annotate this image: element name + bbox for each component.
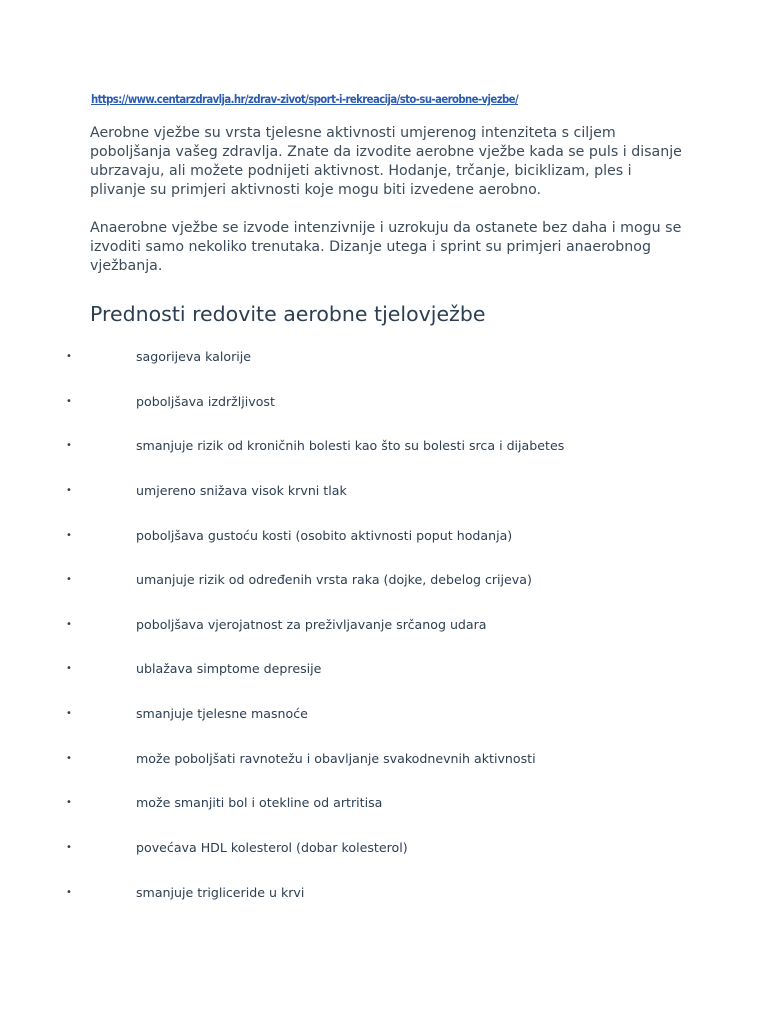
bullet-icon: • <box>66 529 72 541</box>
bullet-icon: • <box>66 752 72 764</box>
list-item <box>0 881 768 926</box>
bullet-icon: • <box>66 395 72 407</box>
list-item-text: smanjuje rizik od kroničnih bolesti kao što su bolesti srca i dijabetes <box>136 438 565 454</box>
bullet-icon: • <box>66 351 72 362</box>
list-item <box>0 524 768 569</box>
list-item-text: umjereno snižava visok krvni tlak <box>136 482 347 498</box>
list-item-text: može smanjiti bol i otekline od artritisa <box>136 795 383 811</box>
bullet-icon: • <box>66 484 72 496</box>
bullet-icon: • <box>66 440 72 452</box>
list-item <box>0 613 768 658</box>
list-item-text: smanjuje trigliceride u krvi <box>136 884 305 900</box>
list-item-text: poboljšava izdržljivost <box>136 393 275 409</box>
bullet-icon: • <box>66 663 72 675</box>
list-item <box>0 390 768 435</box>
list-item-text: sagorijeva kalorije <box>136 349 251 364</box>
list-item-text: povećava HDL kolesterol (dobar kolesterol) <box>136 840 408 856</box>
bullet-icon: • <box>66 618 72 630</box>
source-link[interactable]: https://www.centarzdravlja.hr/zdrav-zivot/sport-i-rekreacija/sto-su-aerobne-vjezbe/ <box>91 93 519 106</box>
bullet-icon: • <box>66 708 72 720</box>
list-item-text: ublažava simptome depresije <box>136 661 322 677</box>
list-item <box>0 657 768 702</box>
list-item <box>0 345 768 390</box>
intro-paragraph: Aerobne vježbe su vrsta tjelesne aktivnosti umjerenog intenziteta s ciljem poboljšanja vašeg zdravlja. Znate da izvodite aerobne vježbe kada se puls i disanje ubrzavaju, ali možete podnijeti aktivnost. Hodanje, trčanje, biciklizam, ples i plivanje su primjeri aktivnosti koje mogu biti izvedene aerobno. <box>90 125 682 198</box>
list-item-text: može poboljšati ravnotežu i obavljanje svakodnevnih aktivnosti <box>136 750 536 766</box>
bullet-icon: • <box>66 886 72 898</box>
list-item-text: smanjuje tjelesne masnoće <box>136 706 308 722</box>
list-item <box>0 791 768 836</box>
section-heading: Prednosti redovite aerobne tjelovježbe <box>90 302 486 326</box>
list-item-text: umanjuje rizik od određenih vrsta raka (dojke, debelog crijeva) <box>136 572 532 588</box>
list-item <box>0 702 768 747</box>
list-item-text: poboljšava vjerojatnost za preživljavanje srčanog udara <box>136 616 487 632</box>
anaerobic-paragraph: Anaerobne vježbe se izvode intenzivnije i uzrokuju da ostanete bez daha i mogu se izvoditi samo nekoliko trenutaka. Dizanje utega i sprint su primjeri anaerobnog vježbanja. <box>90 220 682 274</box>
list-item <box>0 568 768 613</box>
list-item <box>0 434 768 479</box>
list-item <box>0 479 768 524</box>
bullet-icon: • <box>66 797 72 809</box>
bullet-icon: • <box>66 574 72 586</box>
bullet-icon: • <box>66 842 72 854</box>
list-item-text: poboljšava gustoću kosti (osobito aktivnosti poput hodanja) <box>136 527 513 543</box>
list-item <box>0 836 768 881</box>
benefits-list <box>0 345 768 925</box>
list-item <box>0 747 768 792</box>
